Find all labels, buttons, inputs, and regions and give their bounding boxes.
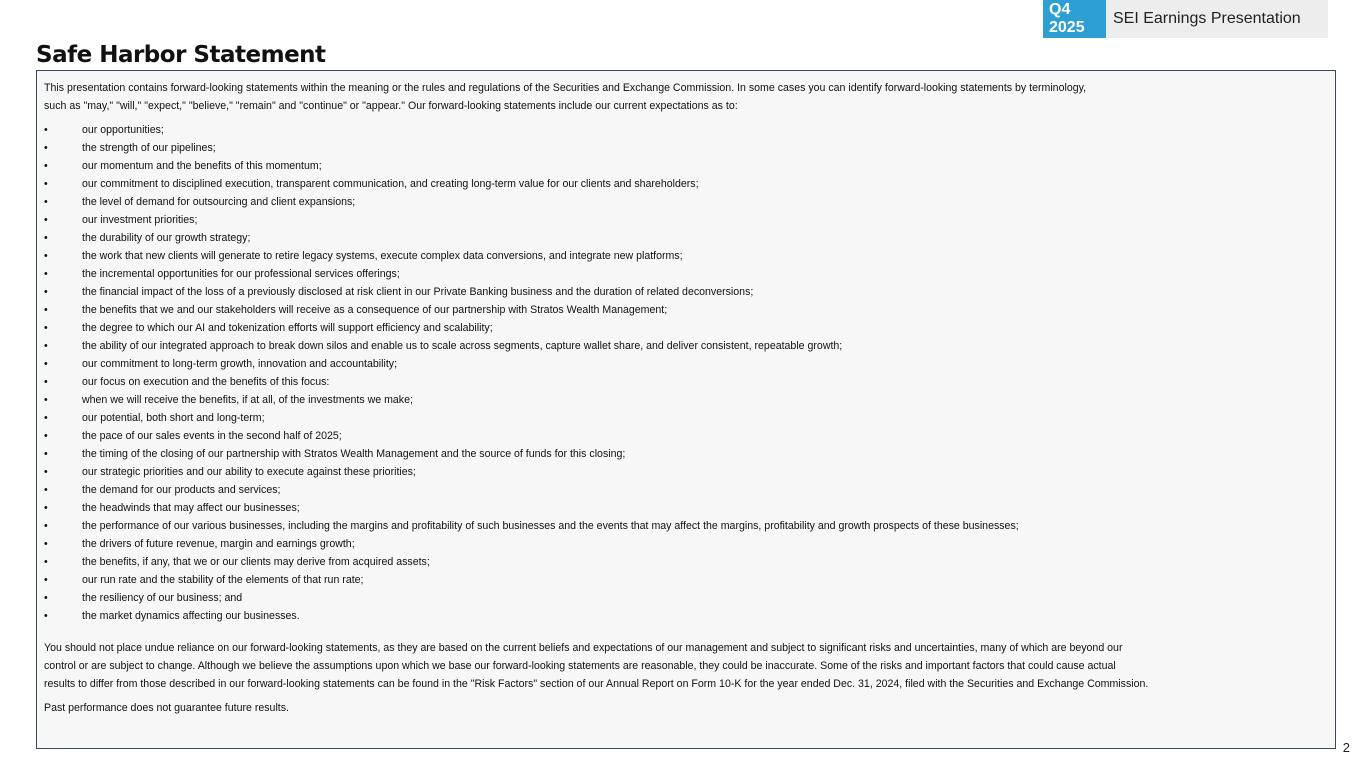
bullet-dot: • — [44, 304, 48, 316]
list-item-text: the market dynamics affecting our businesses. — [82, 610, 300, 622]
bullet-dot: • — [44, 466, 48, 478]
bullet-dot: • — [44, 610, 48, 622]
list-item-text: the financial impact of the loss of a previously disclosed at risk client in our Private Banking business and the duration of related deconversions; — [82, 286, 754, 298]
presentation-title: SEI Earnings Presentation — [1106, 0, 1328, 38]
list-item — [44, 265, 1328, 283]
bullet-dot: • — [44, 394, 48, 406]
bullet-dot: • — [44, 250, 48, 262]
list-item-text: the drivers of future revenue, margin and earnings growth; — [82, 538, 355, 550]
bullet-dot: • — [44, 502, 48, 514]
list-item-text: our commitment to disciplined execution, transparent communication, and creating long-term value for our clients and shareholders; — [82, 178, 699, 190]
closing-paragraph — [44, 639, 1328, 693]
bullet-dot: • — [44, 376, 48, 388]
list-item-text: our momentum and the benefits of this momentum; — [82, 160, 322, 172]
list-item — [44, 373, 1328, 391]
list-item — [44, 607, 1328, 625]
list-item-text: the strength of our pipelines; — [82, 142, 216, 154]
list-item-text: the ability of our integrated approach to break down silos and enable us to scale across segments, capture wallet share, and deliver consistent, repeatable growth; — [82, 340, 843, 352]
list-item-text: our strategic priorities and our ability to execute against these priorities; — [82, 466, 416, 478]
bullet-dot: • — [44, 286, 48, 298]
list-item-text: the timing of the closing of our partnership with Stratos Wealth Management and the source of funds for this closing; — [82, 448, 626, 460]
list-item-text: the level of demand for outsourcing and client expansions; — [82, 196, 356, 208]
list-item — [44, 283, 1328, 301]
list-item — [44, 319, 1328, 337]
bullet-dot: • — [44, 322, 48, 334]
bullet-dot: • — [44, 232, 48, 244]
list-item-text: the benefits that we and our stakeholders will receive as a consequence of our partnership with Stratos Wealth Management; — [82, 304, 668, 316]
list-item — [44, 247, 1328, 265]
list-item-text: the pace of our sales events in the second half of 2025; — [82, 430, 342, 442]
list-item — [44, 463, 1328, 481]
list-item-text: the incremental opportunities for our professional services offerings; — [82, 268, 400, 280]
bullet-dot: • — [44, 556, 48, 568]
bullet-dot: • — [44, 214, 48, 226]
intro-line: such as "may," "will," "expect," "believe," "remain" and "continue" or "appear." Our forward-looking statements include our current expectations as to: — [44, 100, 738, 112]
list-item — [44, 481, 1328, 499]
list-item — [44, 337, 1328, 355]
list-item — [44, 355, 1328, 373]
bullet-dot: • — [44, 484, 48, 496]
list-item — [44, 517, 1328, 535]
list-item — [44, 535, 1328, 553]
bullet-dot: • — [44, 142, 48, 154]
list-item-text: our investment priorities; — [82, 214, 198, 226]
bullet-dot: • — [44, 268, 48, 280]
list-item — [44, 175, 1328, 193]
list-item-text: our potential, both short and long-term; — [82, 412, 265, 424]
bullet-dot: • — [44, 340, 48, 352]
bullet-dot: • — [44, 592, 48, 604]
page-title: Safe Harbor Statement — [36, 42, 326, 68]
list-item — [44, 499, 1328, 517]
bullet-dot: • — [44, 448, 48, 460]
list-item-text: our focus on execution and the benefits of this focus: — [82, 376, 330, 388]
list-item — [44, 301, 1328, 319]
list-item — [44, 121, 1328, 139]
list-item — [44, 229, 1328, 247]
page-number: 2 — [1342, 740, 1350, 755]
bullet-dot: • — [44, 124, 48, 136]
bullet-dot: • — [44, 574, 48, 586]
bullet-dot: • — [44, 412, 48, 424]
quarter-label: Q4 2025 — [1043, 0, 1106, 38]
list-item-text: the work that new clients will generate to retire legacy systems, execute complex data conversions, and integrate new platforms; — [82, 250, 683, 262]
list-item-text: our run rate and the stability of the elements of that run rate; — [82, 574, 364, 586]
forward-looking-list — [44, 121, 1328, 625]
bullet-dot: • — [44, 520, 48, 532]
list-item-text: the durability of our growth strategy; — [82, 232, 251, 244]
list-item-text: the benefits, if any, that we or our clients may derive from acquired assets; — [82, 556, 430, 568]
list-item — [44, 553, 1328, 571]
list-item — [44, 427, 1328, 445]
list-item — [44, 157, 1328, 175]
list-item-text: our commitment to long-term growth, innovation and accountability; — [82, 358, 398, 370]
list-item-text: the resiliency of our business; and — [82, 592, 243, 604]
list-item — [44, 139, 1328, 157]
list-item — [44, 409, 1328, 427]
bullet-dot: • — [44, 358, 48, 370]
closing-line: You should not place undue reliance on our forward-looking statements, as they are based on the current beliefs and expectations of our management and subject to significant risks and uncertainties, many of which are beyond our — [44, 642, 1123, 654]
list-item — [44, 571, 1328, 589]
past-performance-disclaimer: Past performance does not guarantee future results. — [44, 702, 289, 714]
list-item — [44, 445, 1328, 463]
safe-harbor-text-box — [36, 70, 1336, 749]
intro-paragraph — [44, 79, 1328, 115]
list-item — [44, 211, 1328, 229]
intro-line: This presentation contains forward-looking statements within the meaning or the rules and regulations of the Securities and Exchange Commission. In some cases you can identify forward-looking statements by terminology, — [44, 82, 1087, 94]
list-item-text: the degree to which our AI and tokenization efforts will support efficiency and scalability; — [82, 322, 493, 334]
closing-line: results to differ from those described in our forward-looking statements can be found in the "Risk Factors" section of our Annual Report on Form 10-K for the year ended Dec. 31, 2024, filed with the Securities and Exchange Commission. — [44, 678, 1149, 690]
list-item-text: the headwinds that may affect our businesses; — [82, 502, 300, 514]
presentation-header-badge — [1043, 0, 1328, 38]
bullet-dot: • — [44, 430, 48, 442]
bullet-dot: • — [44, 196, 48, 208]
list-item-text: the demand for our products and services; — [82, 484, 281, 496]
bullet-dot: • — [44, 160, 48, 172]
bullet-dot: • — [44, 178, 48, 190]
list-item — [44, 193, 1328, 211]
list-item-text: when we will receive the benefits, if at all, of the investments we make; — [82, 394, 413, 406]
list-item-text: our opportunities; — [82, 124, 164, 136]
list-item-text: the performance of our various businesses, including the margins and profitability of such businesses and the events that may affect the margins, profitability and growth prospects of these businesses; — [82, 520, 1019, 532]
closing-line: control or are subject to change. Although we believe the assumptions upon which we base our forward-looking statements are reasonable, they could be inaccurate. Some of the risks and important factors that could cause actual — [44, 660, 1116, 672]
list-item — [44, 589, 1328, 607]
bullet-dot: • — [44, 538, 48, 550]
list-item — [44, 391, 1328, 409]
